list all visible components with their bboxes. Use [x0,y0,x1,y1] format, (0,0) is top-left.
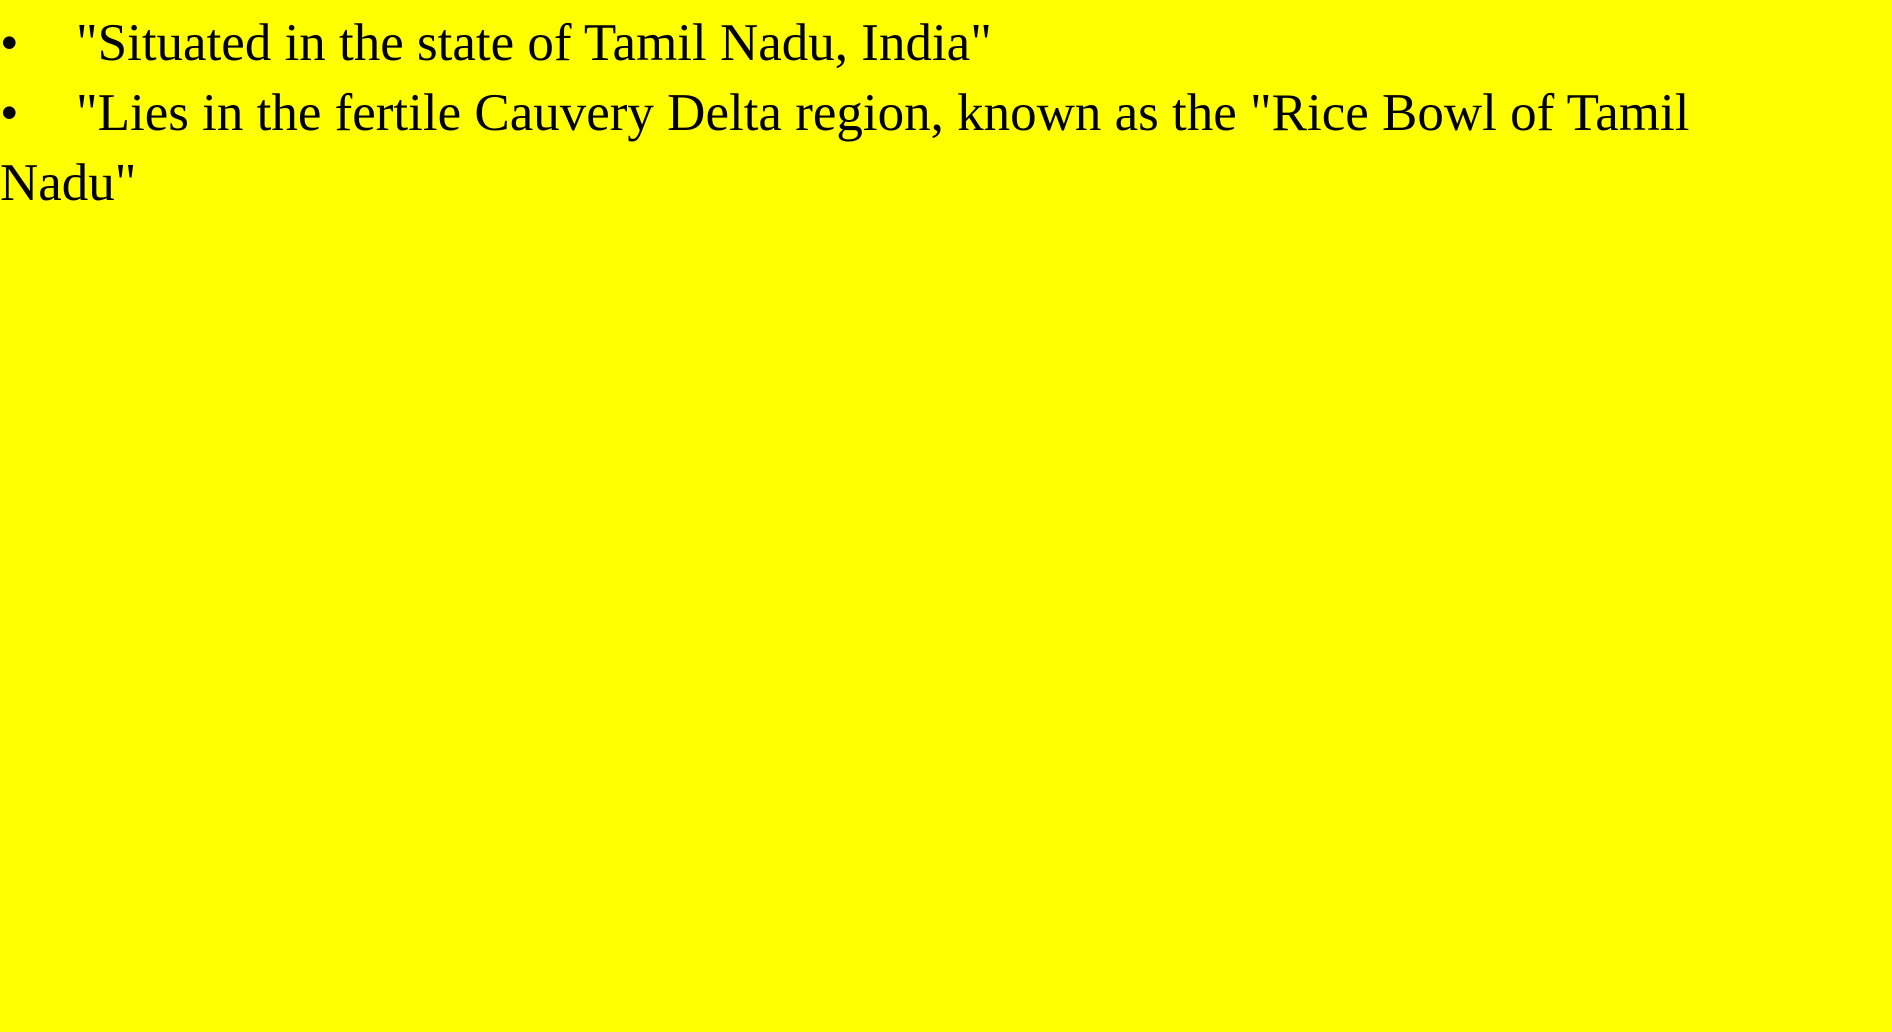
list-item-text: "Lies in the fertile Cauvery Delta region, known as the "Rice Bowl of Tamil Nadu" [0,84,1690,212]
list-item [0,8,1760,78]
bullet-icon: • [0,84,19,142]
list-item [0,78,1760,218]
list-item-text: "Situated in the state of Tamil Nadu, India" [76,14,992,72]
bullet-icon: • [0,14,19,72]
bullet-list [0,8,1760,218]
